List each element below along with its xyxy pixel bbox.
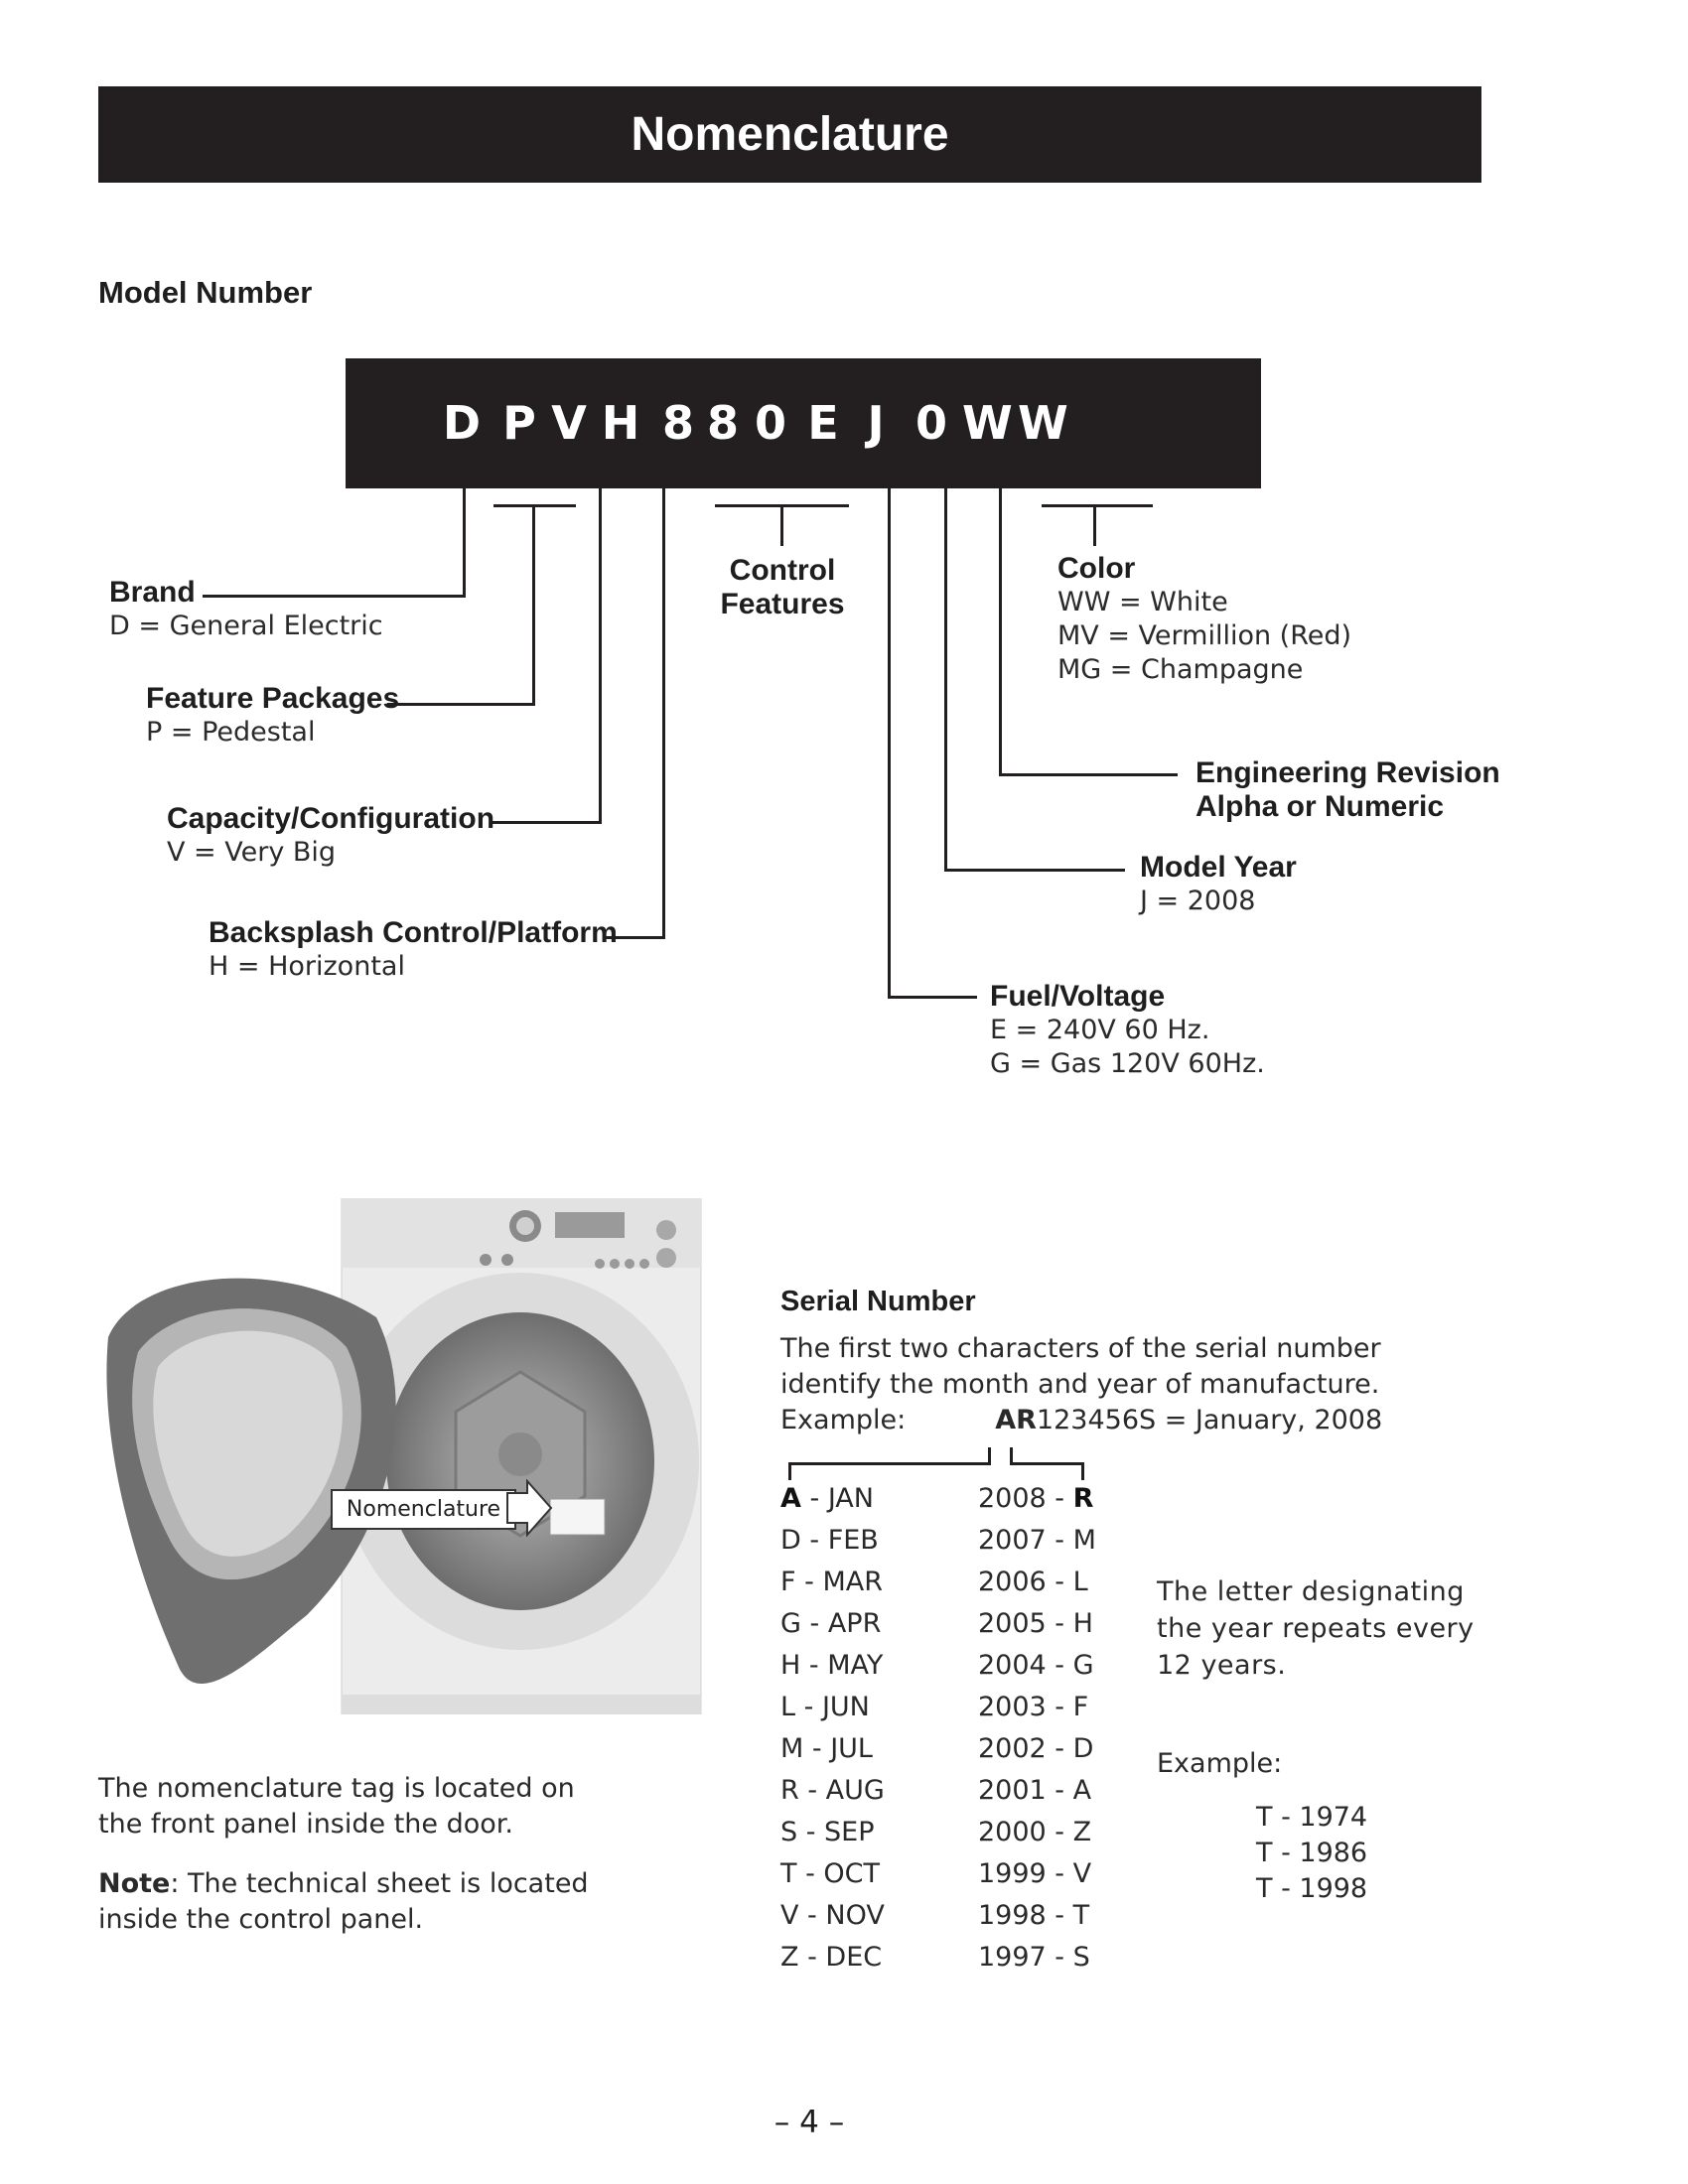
- model-char-7: 0: [754, 396, 786, 450]
- model-char-5: 8: [661, 396, 694, 450]
- note-line-2: inside the control panel.: [98, 1904, 424, 1935]
- year-repeat-line-1: The letter designating: [1157, 1576, 1465, 1607]
- month-code-item: R - AUG: [780, 1775, 885, 1806]
- model-number-box: [346, 358, 1261, 488]
- control-features-title-1: Control: [729, 554, 836, 587]
- year-code-item: 1997 - S: [978, 1942, 1090, 1973]
- page-title: Nomenclature: [631, 108, 949, 161]
- arrow-right-icon: [505, 1479, 555, 1537]
- month-code-item: Z - DEC: [780, 1942, 883, 1973]
- brand-value: D = General Electric: [109, 611, 383, 641]
- fuel-voltage-title: Fuel/Voltage: [990, 980, 1166, 1013]
- year-example-item: T - 1986: [1256, 1838, 1368, 1868]
- feature-packages-block: [146, 682, 399, 750]
- month-code-item: H - MAY: [780, 1650, 884, 1681]
- engineering-block: [1196, 756, 1500, 824]
- fuel-voltage-value-1: E = 240V 60 Hz.: [990, 1015, 1210, 1045]
- backsplash-block: [209, 916, 618, 984]
- month-code-item: M - JUL: [780, 1733, 873, 1764]
- capacity-title: Capacity/Configuration: [167, 802, 495, 835]
- note-label: Note: [98, 1868, 171, 1899]
- backsplash-value: H = Horizontal: [209, 951, 405, 982]
- year-code-item: 1998 - T: [978, 1900, 1090, 1931]
- location-line-2: the front panel inside the door.: [98, 1809, 513, 1840]
- month-code-item: F - MAR: [780, 1567, 883, 1597]
- control-features-block: [707, 554, 858, 621]
- color-value-1: WW = White: [1057, 587, 1228, 617]
- model-year-value: J = 2008: [1140, 886, 1256, 916]
- model-char-4: H: [601, 396, 640, 450]
- model-char-3: V: [551, 396, 587, 450]
- year-code-item: 2002 - D: [978, 1733, 1094, 1764]
- month-code-item: S - SEP: [780, 1817, 875, 1847]
- color-value-2: MV = Vermillion (Red): [1057, 620, 1352, 651]
- year-code-item: 2005 - H: [978, 1608, 1093, 1639]
- serial-desc-line-2: identify the month and year of manufacture.: [780, 1369, 1380, 1400]
- control-features-title-2: Features: [720, 588, 845, 620]
- serial-example-bold: AR: [995, 1405, 1037, 1435]
- year-repeat-note: [1157, 1573, 1475, 1684]
- page-number: – 4 –: [774, 2105, 845, 2140]
- model-char-9: J: [867, 396, 885, 450]
- month-code-list: [780, 1478, 885, 1979]
- nomenclature-tag-callout: [331, 1489, 516, 1530]
- model-year-block: [1140, 851, 1297, 918]
- capacity-block: [167, 802, 494, 870]
- month-code-item: A - JAN: [780, 1483, 874, 1514]
- backsplash-title: Backsplash Control/Platform: [209, 916, 618, 949]
- model-char-11: W: [962, 396, 1013, 450]
- year-code-item: 2001 - A: [978, 1775, 1092, 1806]
- year-repeat-line-3: 12 years.: [1157, 1650, 1287, 1681]
- engineering-title-2: Alpha or Numeric: [1196, 790, 1445, 823]
- year-code-item: 1999 - V: [978, 1858, 1092, 1889]
- month-code-item: G - APR: [780, 1608, 882, 1639]
- year-repeat-line-2: the year repeats every: [1157, 1613, 1475, 1644]
- location-text: [98, 1771, 634, 1938]
- year-example-item: T - 1974: [1256, 1802, 1368, 1833]
- model-char-1: D: [442, 396, 482, 450]
- serial-description: [780, 1331, 1382, 1438]
- fuel-voltage-value-2: G = Gas 120V 60Hz.: [990, 1048, 1265, 1079]
- location-line-1: The nomenclature tag is located on: [98, 1773, 575, 1804]
- color-block: [1057, 552, 1351, 687]
- feature-packages-title: Feature Packages: [146, 682, 400, 715]
- month-code-item: L - JUN: [780, 1692, 870, 1722]
- year-code-item: 2004 - G: [978, 1650, 1094, 1681]
- nomenclature-tag-label: Nomenclature: [346, 1497, 501, 1522]
- year-code-list: [978, 1478, 1096, 1979]
- note-line-1: : The technical sheet is located: [170, 1868, 589, 1899]
- year-example-label: Example:: [1157, 1748, 1283, 1779]
- brand-title: Brand: [109, 576, 196, 609]
- month-code-item: T - OCT: [780, 1858, 880, 1889]
- year-code-item: 2008 - R: [978, 1483, 1094, 1514]
- dryer-photo: [98, 1198, 706, 1714]
- model-char-6: 8: [706, 396, 739, 450]
- color-title: Color: [1057, 552, 1136, 585]
- serial-number-heading: Serial Number: [780, 1286, 976, 1317]
- month-code-item: D - FEB: [780, 1525, 879, 1556]
- model-number-heading: Model Number: [98, 275, 313, 310]
- engineering-title-1: Engineering Revision: [1196, 756, 1500, 789]
- year-code-item: 2007 - M: [978, 1525, 1096, 1556]
- capacity-value: V = Very Big: [167, 837, 337, 868]
- color-value-3: MG = Champagne: [1057, 654, 1304, 685]
- year-code-item: 2006 - L: [978, 1567, 1088, 1597]
- brand-block: [109, 576, 383, 643]
- year-example-item: T - 1998: [1256, 1873, 1368, 1904]
- model-char-8: E: [807, 396, 839, 450]
- serial-desc-line-1: The first two characters of the serial number: [780, 1333, 1381, 1364]
- year-example-list: [1256, 1800, 1367, 1907]
- year-code-item: 2003 - F: [978, 1692, 1089, 1722]
- feature-packages-value: P = Pedestal: [146, 717, 316, 748]
- model-char-10: 0: [914, 396, 947, 450]
- model-year-title: Model Year: [1140, 851, 1297, 884]
- model-char-2: P: [502, 396, 536, 450]
- model-char-12: W: [1018, 396, 1068, 450]
- serial-example-rest: 123456S = January, 2008: [1036, 1405, 1383, 1435]
- year-code-item: 2000 - Z: [978, 1817, 1092, 1847]
- fuel-voltage-block: [990, 980, 1265, 1081]
- serial-example-label: Example:: [780, 1405, 907, 1435]
- month-code-item: V - NOV: [780, 1900, 885, 1931]
- page-banner: [98, 86, 1481, 183]
